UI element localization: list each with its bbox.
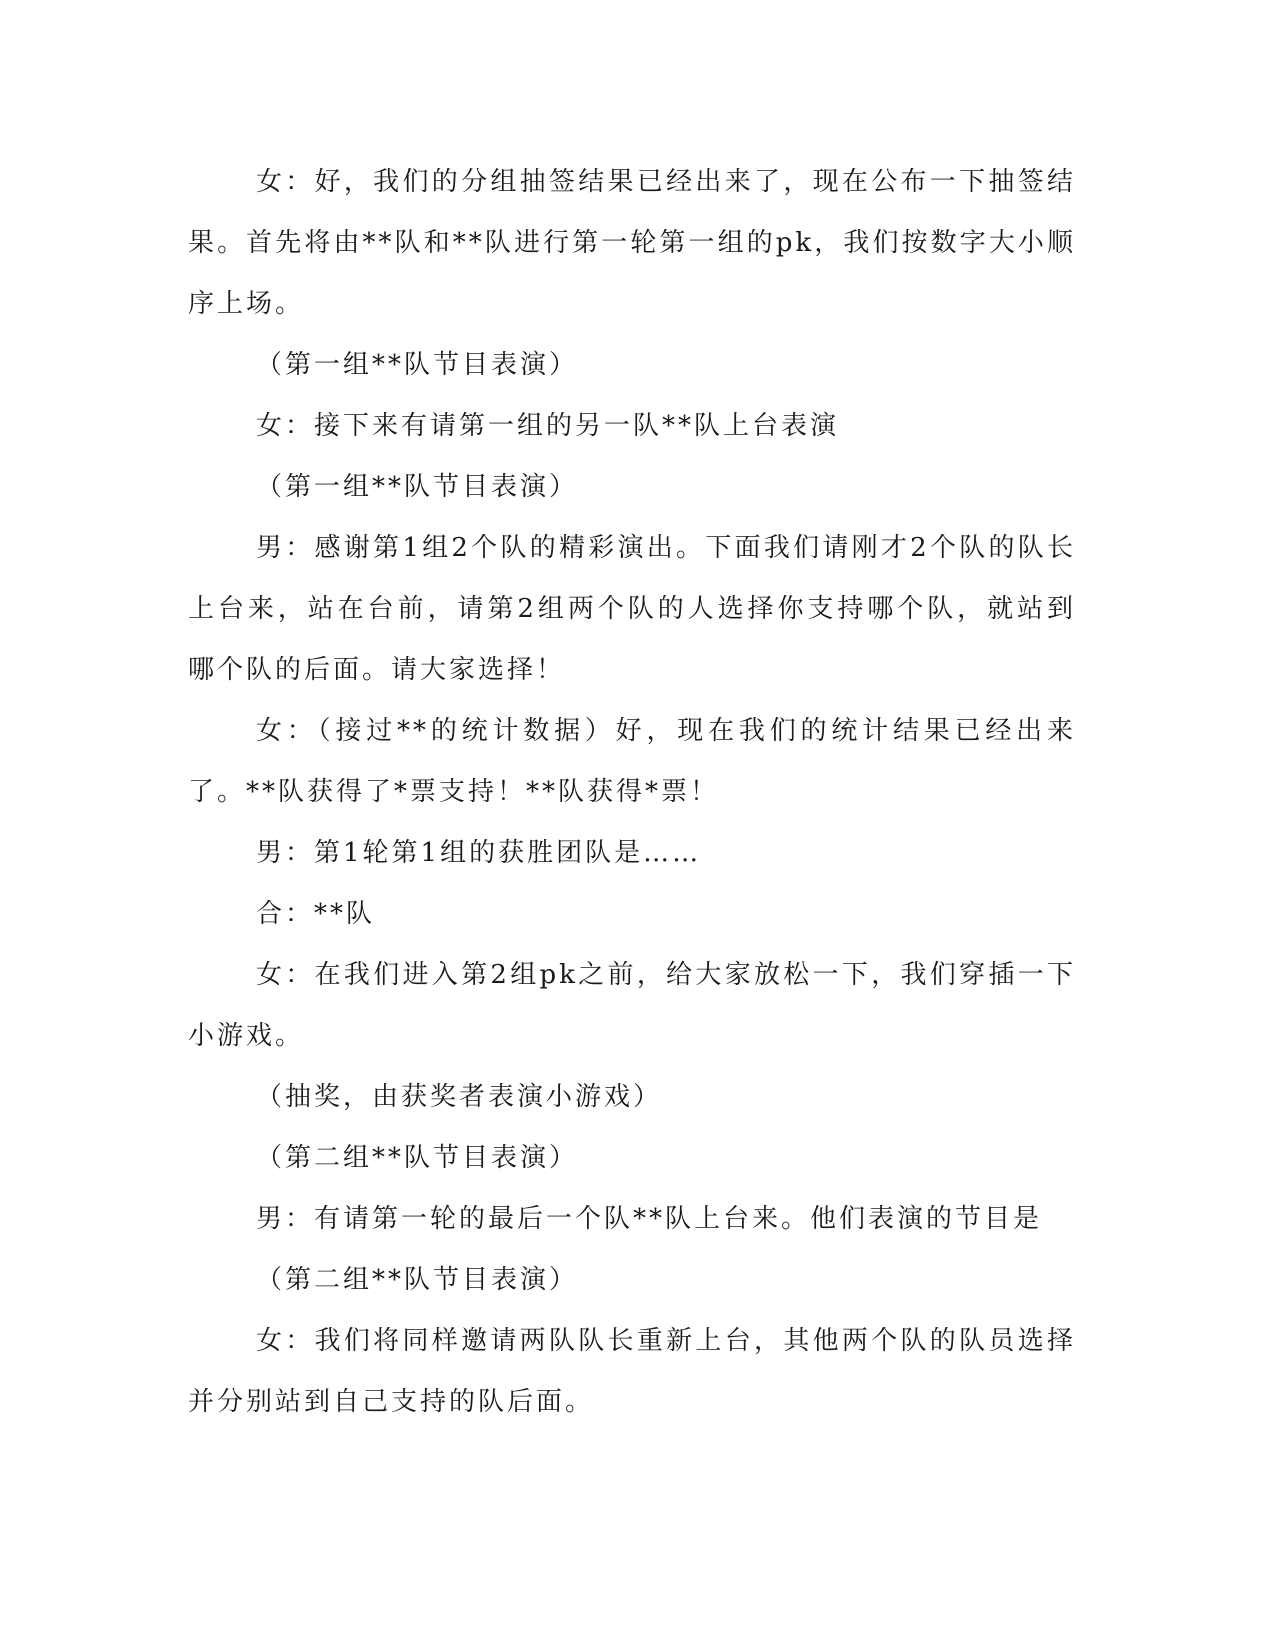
paragraph-last-team: 男：有请第一轮的最后一个队**队上台来。他们表演的节目是: [256, 1204, 1043, 1234]
paragraph-vote-stats: 女：（接过**的统计数据）好，现在我们的统计结果已经出来了。**队获得了*票支持！**队获得*票！: [188, 716, 1076, 807]
paragraph-lottery: （抽奖，由获奖者表演小游戏）: [256, 1082, 663, 1112]
paragraph-thanks-and-vote: 男：感谢第1组2个队的精彩演出。下面我们请刚才2个队的队长上台来，站在台前，请第2组两个队的人选择你支持哪个队，就站到哪个队的后面。请大家选择！: [188, 533, 1076, 685]
paragraph-together: 合：**队: [256, 899, 376, 929]
paragraph-stage-direction-4: （第二组**队节目表演）: [256, 1265, 579, 1295]
document-body: [188, 152, 1076, 1433]
paragraph-winner-announcement: 男：第1轮第1组的获胜团队是……: [256, 838, 702, 868]
paragraph-second-vote: 女：我们将同样邀请两队队长重新上台，其他两个队的队员选择并分别站到自己支持的队后面。: [188, 1326, 1076, 1417]
paragraph-stage-direction-2: （第一组**队节目表演）: [256, 472, 579, 502]
paragraph-stage-direction-3: （第二组**队节目表演）: [256, 1143, 579, 1173]
paragraph-mini-game-intro: 女：在我们进入第2组pk之前，给大家放松一下，我们穿插一下小游戏。: [188, 960, 1076, 1051]
paragraph-invite-second-team: 女：接下来有请第一组的另一队**队上台表演: [256, 411, 840, 441]
paragraph-draw-result: 女：好，我们的分组抽签结果已经出来了，现在公布一下抽签结果。首先将由**队和**队进行第一轮第一组的pk，我们按数字大小顺序上场。: [188, 167, 1076, 319]
paragraph-stage-direction-1: （第一组**队节目表演）: [256, 350, 579, 380]
